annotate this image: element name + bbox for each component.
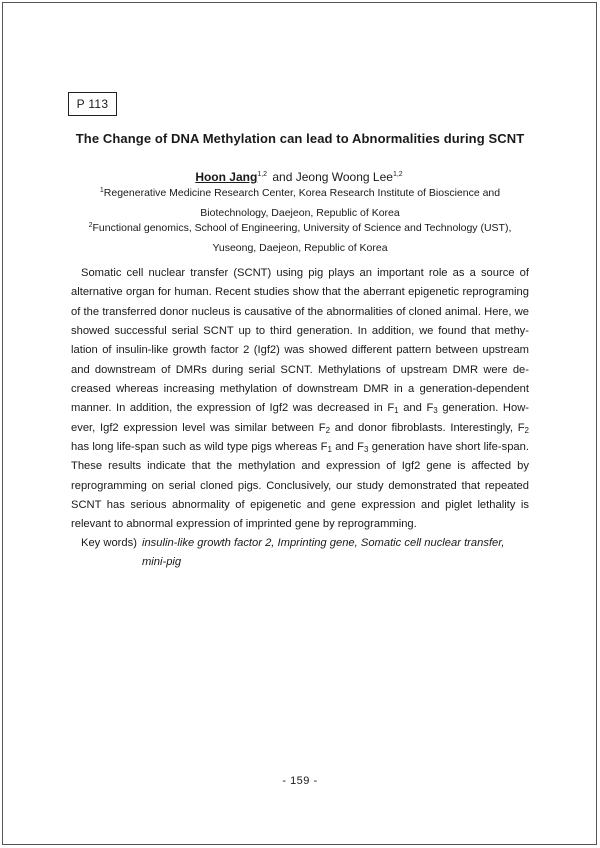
abstract-text-7: generation have short life-span. These results indicate that the methylation and expression of Igf2 gene is affected by reprogramming on serial cloned pigs. Conclusively, our study demonstrated that repeated SCNT has serious abnormality of epigenetic and gene expression and piglet lethality is relevant to abnormal expression of imprinted gene by reprogramming. [71, 441, 529, 531]
abstract-text-5: has long life-span such as wild type pigs whereas F [71, 441, 328, 454]
affiliation-2-line2: Yuseong, Daejeon, Republic of Korea [212, 242, 388, 254]
abstract-sub-1: 1 [394, 406, 399, 416]
affiliation-2 [60, 216, 540, 258]
paper-title: The Change of DNA Methylation can lead to Abnormalities during SCNT [75, 131, 525, 146]
keywords-label: Key words) [81, 537, 137, 549]
affiliation-1-line2: Biotechnology, Daejeon, Republic of Korea [200, 207, 400, 219]
main-author: Hoon Jang [195, 170, 258, 184]
abstract-sub-6: 3 [364, 445, 369, 455]
abstract-paragraph [71, 264, 529, 535]
affiliation-2-line1: Functional genomics, School of Engineering, University of Science and Technology (UST), [92, 222, 512, 234]
poster-id: P 113 [76, 97, 109, 111]
co-author: and Jeong Woong Lee [269, 170, 393, 184]
abstract-text-1: Somatic cell nuclear transfer (SCNT) using pig plays an important role as a source of alternative organ for human. Recent studies show that the aberrant epigenetic reprograming of the transferred donor nucleus is causative of the abnormalities of cloned animal. Here, we showed successful serial SCNT up to third generation. In addition, we found that methy-lation of insulin-like growth factor 2 (Igf2) was showed different pattern between upstream and downstream of DMRs during serial SCNT. Methylations of upstream DMR were de-creased whereas increasing methylation of downstream DMR in a generation-dependent manner. In addition, the expression of Igf2 was decreased in F [71, 267, 529, 415]
affiliation-2-sup: 2 [88, 222, 93, 229]
keywords-block [81, 534, 531, 572]
affiliation-1-sup: 1 [99, 187, 104, 194]
poster-id-box [68, 92, 117, 116]
abstract-sub-2: 3 [433, 406, 438, 416]
affiliation-1-line1: Regenerative Medicine Research Center, Korea Research Institute of Bioscience and [103, 187, 501, 199]
abstract-text-3: generation. How-ever, Igf2 expression level was similar between F [71, 402, 529, 434]
keywords-values: insulin-like growth factor 2, Imprinting gene, Somatic cell nuclear transfer, mini-pig [141, 537, 505, 568]
main-author-affil-sup: 1,2 [257, 171, 268, 178]
abstract-text-4: and donor fibroblasts. Interestingly, F [330, 421, 525, 434]
co-author-affil-sup: 1,2 [392, 171, 403, 178]
abstract-sub-4: 2 [524, 425, 529, 435]
page-number: - 159 - [282, 775, 318, 787]
abstract-sub-5: 1 [327, 445, 332, 455]
abstract-text-6: and F [331, 441, 365, 454]
abstract-sub-3: 2 [325, 425, 331, 435]
abstract-text-2: and F [398, 402, 434, 415]
